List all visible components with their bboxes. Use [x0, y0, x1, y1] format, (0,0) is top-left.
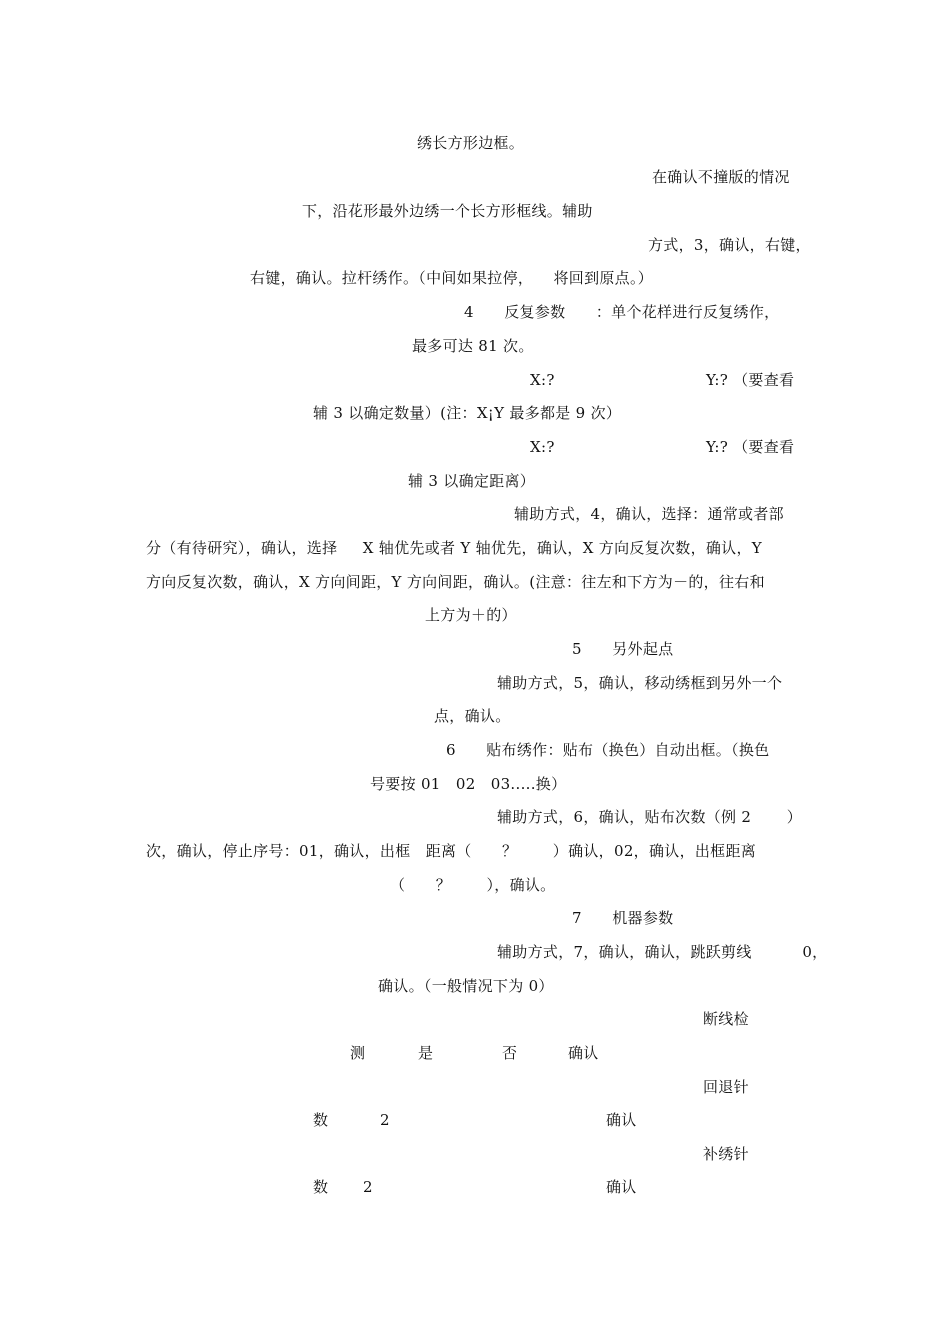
- text-line: 点，确认。: [434, 707, 511, 725]
- text-line: Y:? （要查看: [706, 438, 795, 456]
- text-line: 辅 3 以确定距离）: [408, 472, 536, 490]
- text-line: 辅助方式，5，确认，移动绣框到另外一个: [497, 674, 783, 692]
- text-line: 确认: [606, 1111, 637, 1129]
- text-line: X:?: [530, 438, 555, 456]
- text-line: 辅助方式，4，确认，选择：通常或者部: [514, 505, 784, 523]
- text-line: Y:? （要查看: [706, 371, 795, 389]
- text-line: 测: [350, 1044, 366, 1062]
- text-line: 否: [502, 1044, 518, 1062]
- text-line: 5 另外起点: [572, 640, 674, 658]
- text-line: （ ？ ），确认。: [390, 876, 556, 894]
- text-line: 7 机器参数: [572, 909, 674, 927]
- text-line: 上方为＋的）: [425, 606, 517, 624]
- text-line: 辅助方式，6，确认，贴布次数（例 2 ）: [497, 808, 803, 826]
- text-line: 数: [313, 1111, 329, 1129]
- text-line: 方式，3，确认，右键，: [648, 236, 811, 254]
- text-line: 确认。（一般情况下为 0）: [378, 977, 554, 995]
- text-line: 2: [380, 1111, 390, 1129]
- text-line: 辅助方式，7，确认，确认，跳跃剪线 0，: [497, 943, 828, 961]
- text-line: 绣长方形边框。: [417, 134, 525, 152]
- text-line: 次，确认，停止序号：01，确认，出框 距离（ ？ ）确认，02，确认，出框距离: [146, 842, 757, 860]
- text-line: 在确认不撞版的情况: [652, 168, 790, 186]
- text-line: 方向反复次数，确认，X 方向间距，Y 方向间距，确认。(注意：往左和下方为－的，往右和: [146, 573, 765, 591]
- text-line: 补绣针: [703, 1145, 749, 1163]
- text-line: 分（有待研究），确认，选择 X 轴优先或者 Y 轴优先，确认，X 方向反复次数，确认，Y: [146, 539, 762, 557]
- text-line: 最多可达 81 次。: [412, 337, 534, 355]
- text-line: 右键，确认。拉杆绣作。（中间如果拉停， 将回到原点。）: [250, 269, 654, 287]
- text-line: 号要按 01 02 03.....换）: [370, 775, 567, 793]
- text-line: 辅 3 以确定数量）(注：X¡Y 最多都是 9 次）: [313, 404, 622, 422]
- text-line: 确认: [568, 1044, 599, 1062]
- text-line: 数: [313, 1178, 329, 1196]
- text-line: 确认: [606, 1178, 637, 1196]
- text-line: 6 贴布绣作：贴布（换色）自动出框。（换色: [446, 741, 770, 759]
- text-line: 2: [363, 1178, 373, 1196]
- text-line: 断线检: [703, 1010, 749, 1028]
- text-line: 是: [418, 1044, 434, 1062]
- text-line: X:?: [530, 371, 555, 389]
- text-line: 下，沿花形最外边绣一个长方形框线。辅助: [302, 202, 593, 220]
- text-line: 4 反复参数 ：单个花样进行反复绣作，: [464, 303, 780, 321]
- text-line: 回退针: [703, 1078, 749, 1096]
